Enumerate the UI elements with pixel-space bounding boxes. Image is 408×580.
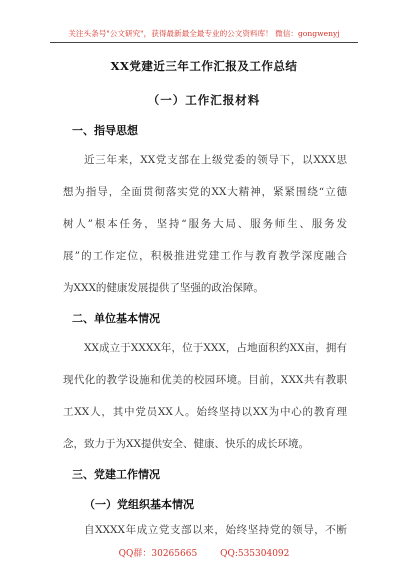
paragraph-line: 念，致力于为XX提供安全、健康、快乐的成长环境。 [63, 438, 309, 450]
footer-contact [0, 546, 408, 559]
document-title: XX党建近三年工作汇报及工作总结 [110, 59, 298, 73]
subsection-heading-organization: （一）党组织基本情况 [84, 498, 194, 511]
header-divider [50, 42, 358, 43]
paragraph-line: 现代化的教学设施和优美的校园环境。目前，XXX共有教职 [63, 374, 347, 386]
section-heading-guiding: 一、指导思想 [72, 124, 138, 137]
header-promo-note: 关注头条号"公文研究"，获得最新最全最专业的公文资料库！ 微信：gongwenyj [68, 29, 340, 38]
section-heading-party: 三、党建工作情况 [72, 468, 160, 481]
paragraph-line: 工XX人，其中党员XX人。始终坚持以XX为中心的教育理 [63, 406, 347, 418]
paragraph-line: 为XXX的健康发展提供了坚强的政治保障。 [63, 282, 264, 294]
paragraph-line: 近三年来，XX党支部在上级党委的领导下，以XXX思 [84, 154, 347, 166]
paragraph-line: XX成立于XXXX年，位于XXX，占地面积约XX亩，拥有 [84, 342, 347, 354]
document-subtitle: （一）工作汇报材料 [147, 93, 261, 107]
section-heading-basic: 二、单位基本情况 [72, 312, 160, 325]
paragraph-line: 自XXXX年成立党支部以来，始终坚持党的领导，不断 [84, 524, 347, 536]
qq-number: QQ:535304092 [220, 549, 290, 559]
paragraph-line: 树人”根本任务，坚持“服务大局、服务师生、服务发 [63, 218, 347, 230]
qq-group-number: QQ群：30265665 [118, 549, 198, 559]
paragraph-line: 展”的工作定位，积极推进党建工作与教育教学深度融合 [63, 250, 347, 262]
paragraph-line: 想为指导，全面贯彻落实党的XX大精神，紧紧围绕“立德 [63, 186, 347, 198]
